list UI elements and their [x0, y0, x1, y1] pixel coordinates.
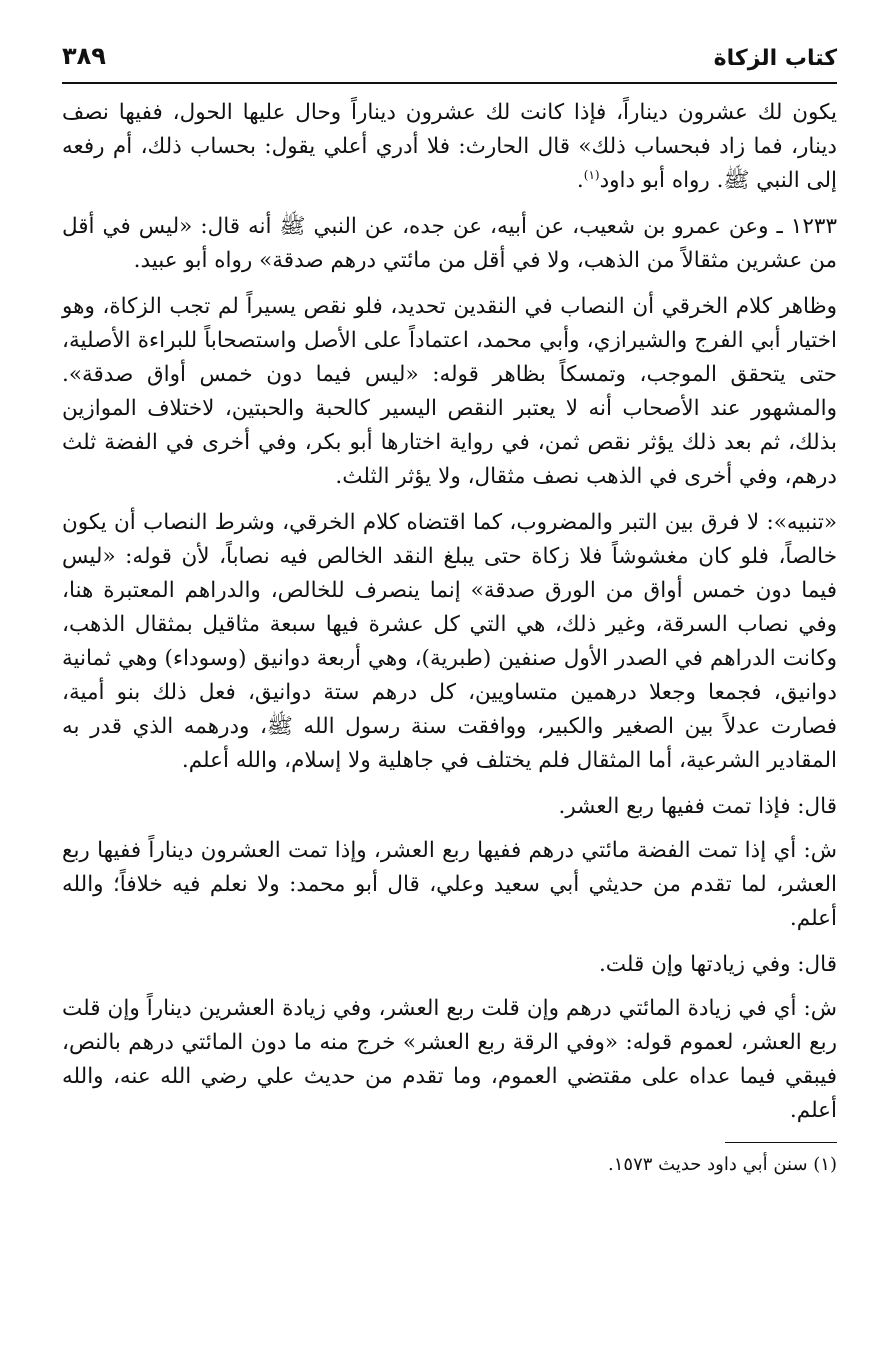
paragraph-sharh-2: ش: أي في زيادة المائتي درهم وإن قلت ربع العشر، وفي زيادة العشرين ديناراً وإن قلت ربع العشر، لعموم قوله: «وفي الرقة ربع العشر» خرج منه ما دون المائتي درهم بالنص، فيبقي فيما عداه على مقتضي العموم، وما تقدم من حديث علي رضي الله عنه، والله أعلم. — [62, 996, 837, 1123]
paragraph-matn-1: قال: فإذا تمت ففيها ربع العشر. — [558, 794, 837, 819]
paragraph-commentary-nisab: وظاهر كلام الخرقي أن النصاب في النقدين تحديد، فلو نقص يسيراً لم تجب الزكاة، وهو اختيار أبي الفرج والشيرازي، وأبي محمد، اعتماداً على الأصل واستصحاباً للبراءة الأصلية، حتى يتحقق الموجب، وتمسكاً بظاهر قوله: «ليس فيما دون خمس أواق صدقة». والمشهور عند الأصحاب أنه لا يعتبر النقص اليسير كالحبة والحبتين، لاختلاف الموازين بذلك، ثم بعد ذلك يؤثر نقص ثمن، في رواية اختارها أبو بكر، وفي أخرى في الفضة ثلث درهم، وفي أخرى في الذهب نصف مثقال، ولا يؤثر الثلث. — [62, 294, 837, 489]
footnote-reference: (١) — [583, 167, 600, 182]
paragraph-text: يكون لك عشرون ديناراً، فإذا كانت لك عشرون ديناراً وحال عليها الحول، ففيها نصف دينار، فما زاد فبحساب ذلك» قال الحارث: فلا أدري أعلي يقول: بحساب ذلك، أم رفعه إلى النبي ﷺ. رواه أبو داود — [62, 100, 837, 193]
sentence-end: . — [576, 168, 584, 193]
paragraph-hadith-continuation — [62, 96, 837, 198]
footnote: (١) سنن أبي داود حديث ١٥٧٣. — [608, 1154, 837, 1175]
paragraph-tanbih: «تنبيه»: لا فرق بين التبر والمضروب، كما اقتضاه كلام الخرقي، وشرط النصاب أن يكون خالصاً، فلو كان مغشوشاً فلا زكاة حتى يبلغ النقد الخالص فيه نصاباً، لأن قوله: «ليس فيما دون خمس أواق من الورق صدقة» إنما ينصرف للخالص، والدراهم المعتبرة هنا، وفي نصاب السرقة، وغير ذلك، هي التي كل عشرة فيها سبعة مثاقيل بمثقال الذهب، وكانت الدراهم في الصدر الأول صنفين (طبرية)، وهي أربعة دوانيق (وسوداء) وهي ثمانية دوانيق، فجمعا وجعلا درهمين متساويين، كل درهم ستة دوانيق، فعل ذلك بنو أمية، فصارت عدلاً بين الصغير والكبير، ووافقت سنة رسول الله ﷺ، ودرهمه الذي قدر به المقادير الشرعية، أما المثقال فلم يختلف في جاهلية ولا إسلام، والله أعلم. — [62, 510, 837, 773]
main-text — [62, 96, 837, 1128]
footnote-separator — [725, 1142, 837, 1143]
chapter-title: كتاب الزكاة — [713, 46, 837, 71]
paragraph-hadith-1233: ١٢٣٣ ـ وعن عمرو بن شعيب، عن أبيه، عن جده، عن النبي ﷺ أنه قال: «ليس في أقل من عشرين مثقالاً من الذهب، ولا في أقل من مائتي درهم صدقة» رواه أبو عبيد. — [62, 214, 837, 273]
running-header — [62, 30, 837, 84]
page-number: ٣٨٩ — [62, 42, 106, 70]
paragraph-sharh-1: ش: أي إذا تمت الفضة مائتي درهم ففيها ربع العشر، وإذا تمت العشرون ديناراً ففيها ربع العشر، لما تقدم من حديثي أبي سعيد وعلي، قال أبو محمد: ولا نعلم فيه خلافاً؛ والله أعلم. — [62, 838, 838, 931]
book-page — [62, 30, 837, 1351]
paragraph-matn-2: قال: وفي زيادتها وإن قلت. — [598, 952, 837, 977]
